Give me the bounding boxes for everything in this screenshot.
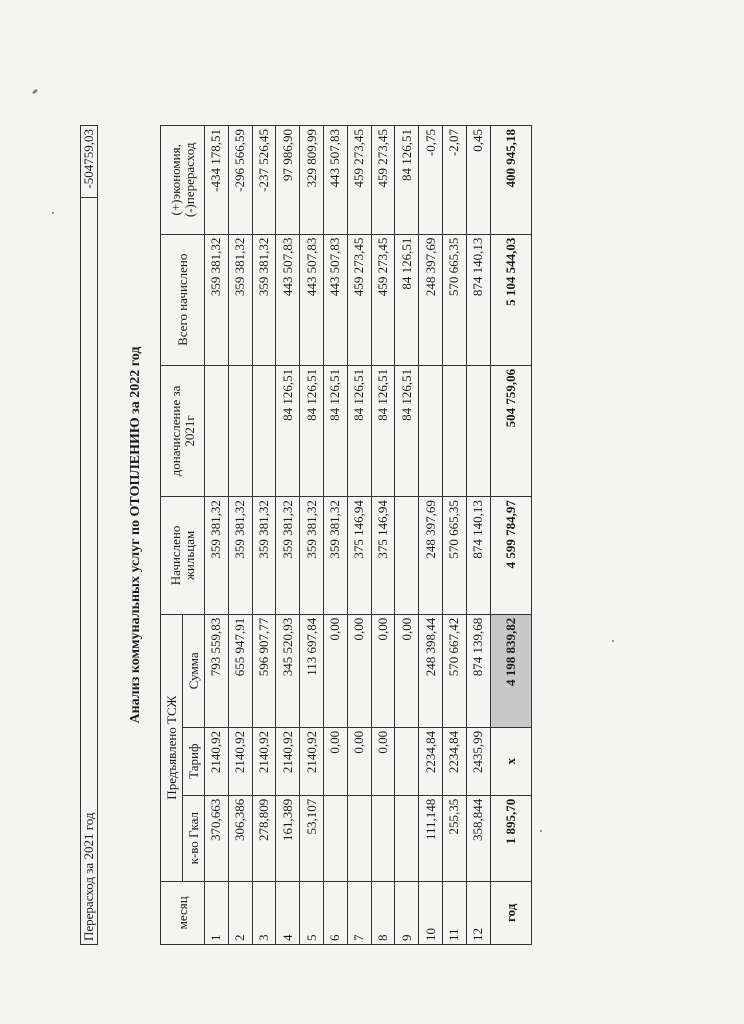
overspend-label: Перерасход за 2021 год: [81, 197, 97, 944]
cell-total: 84 126,51: [395, 234, 419, 365]
cell-month: 1: [205, 881, 229, 944]
cell-tariff: 2140,92: [252, 727, 276, 795]
header-total-charged: Всего начислено: [161, 234, 205, 365]
total-qty: 1 895,70: [490, 795, 531, 881]
cell-economy: -296 566,59: [228, 126, 252, 235]
cell-month: 10: [419, 881, 443, 944]
cell-qty: 306,386: [228, 795, 252, 881]
header-month: месяц: [161, 881, 205, 944]
header-qty: к-во Гкал: [183, 795, 205, 881]
header-tariff: Тариф: [183, 727, 205, 795]
cell-additional: [442, 365, 466, 496]
cell-additional: [419, 365, 443, 496]
overspend-row: [80, 125, 98, 945]
cell-additional: 84 126,51: [276, 365, 300, 496]
ink-mark: [32, 88, 39, 94]
cell-total: 459 273,45: [371, 234, 395, 365]
report-title: Анализ коммунальных услуг по ОТОПЛЕНИЮ за 2022 год: [128, 346, 143, 724]
table-row: [276, 126, 300, 945]
cell-qty: [371, 795, 395, 881]
cell-additional: [466, 365, 490, 496]
table-row: [323, 126, 347, 945]
overspend-value: -504759,03: [81, 129, 96, 189]
cell-qty: 111,148: [419, 795, 443, 881]
total-row: [490, 126, 531, 945]
cell-charged: 375 146,94: [347, 497, 371, 615]
cell-economy: -0,75: [419, 126, 443, 235]
cell-sum: 0,00: [371, 614, 395, 727]
total-month: год: [490, 881, 531, 944]
cell-tariff: 2140,92: [228, 727, 252, 795]
total-additional: 504 759,06: [490, 365, 531, 496]
cell-tariff: 2140,92: [205, 727, 229, 795]
cell-economy: 459 273,45: [347, 126, 371, 235]
cell-qty: 370,663: [205, 795, 229, 881]
cell-month: 5: [300, 881, 324, 944]
cell-month: 2: [228, 881, 252, 944]
cell-qty: [347, 795, 371, 881]
table-row: [371, 126, 395, 945]
table-row: [205, 126, 229, 945]
cell-qty: 161,389: [276, 795, 300, 881]
cell-additional: 84 126,51: [300, 365, 324, 496]
table-row: [347, 126, 371, 945]
header-economy: (+)экономия, (-)перерасход: [161, 126, 205, 235]
cell-total: 248 397,69: [419, 234, 443, 365]
total-sum: 4 198 839,82: [490, 614, 531, 727]
cell-total: 443 507,83: [276, 234, 300, 365]
cell-month: 3: [252, 881, 276, 944]
table-row: [419, 126, 443, 945]
header-additional: доначисление за 2021г: [161, 365, 205, 496]
ink-speck: [540, 830, 542, 832]
cell-total: 359 381,32: [252, 234, 276, 365]
cell-total: 443 507,83: [323, 234, 347, 365]
cell-charged: 874 140,13: [466, 497, 490, 615]
cell-total: 359 381,32: [205, 234, 229, 365]
cell-tariff: 2234,84: [442, 727, 466, 795]
cell-economy: -2,07: [442, 126, 466, 235]
cell-total: 459 273,45: [347, 234, 371, 365]
heating-table: [160, 125, 532, 945]
cell-qty: 53,107: [300, 795, 324, 881]
cell-economy: 443 507,83: [323, 126, 347, 235]
cell-sum: 874 139,68: [466, 614, 490, 727]
cell-qty: [395, 795, 419, 881]
cell-additional: 84 126,51: [395, 365, 419, 496]
cell-economy: -237 526,45: [252, 126, 276, 235]
cell-economy: -434 178,51: [205, 126, 229, 235]
total-total: 5 104 544,03: [490, 234, 531, 365]
cell-qty: 255,35: [442, 795, 466, 881]
cell-tariff: 2234,84: [419, 727, 443, 795]
cell-total: 443 507,83: [300, 234, 324, 365]
cell-month: 8: [371, 881, 395, 944]
cell-additional: [228, 365, 252, 496]
cell-sum: 0,00: [395, 614, 419, 727]
cell-total: 359 381,32: [228, 234, 252, 365]
cell-month: 12: [466, 881, 490, 944]
cell-sum: 0,00: [347, 614, 371, 727]
table-row: [466, 126, 490, 945]
cell-charged: 359 381,32: [228, 497, 252, 615]
cell-tariff: 0,00: [371, 727, 395, 795]
total-charged: 4 599 784,97: [490, 497, 531, 615]
cell-charged: [395, 497, 419, 615]
cell-month: 9: [395, 881, 419, 944]
cell-charged: 375 146,94: [371, 497, 395, 615]
cell-economy: 84 126,51: [395, 126, 419, 235]
total-economy: 400 945,18: [490, 126, 531, 235]
cell-additional: 84 126,51: [347, 365, 371, 496]
cell-tariff: 2435,99: [466, 727, 490, 795]
cell-charged: 248 397,69: [419, 497, 443, 615]
cell-additional: 84 126,51: [371, 365, 395, 496]
cell-additional: [205, 365, 229, 496]
cell-qty: 278,809: [252, 795, 276, 881]
cell-month: 6: [323, 881, 347, 944]
cell-total: 570 665,35: [442, 234, 466, 365]
cell-sum: 570 667,42: [442, 614, 466, 727]
cell-charged: 570 665,35: [442, 497, 466, 615]
table-row: [300, 126, 324, 945]
cell-additional: 84 126,51: [323, 365, 347, 496]
cell-tariff: 2140,92: [300, 727, 324, 795]
cell-tariff: [395, 727, 419, 795]
cell-month: 11: [442, 881, 466, 944]
cell-sum: 0,00: [323, 614, 347, 727]
cell-economy: 329 809,99: [300, 126, 324, 235]
table-row: [442, 126, 466, 945]
ink-speck: [52, 212, 54, 214]
table-row: [228, 126, 252, 945]
cell-qty: [323, 795, 347, 881]
cell-economy: 97 986,90: [276, 126, 300, 235]
cell-month: 4: [276, 881, 300, 944]
cell-sum: 596 907,77: [252, 614, 276, 727]
cell-sum: 113 697,84: [300, 614, 324, 727]
cell-charged: 359 381,32: [205, 497, 229, 615]
cell-economy: 0,45: [466, 126, 490, 235]
cell-charged: 359 381,32: [300, 497, 324, 615]
cell-charged: 359 381,32: [252, 497, 276, 615]
cell-tariff: 0,00: [347, 727, 371, 795]
table-row: [395, 126, 419, 945]
header-presented-group: Предъявлено ТСЖ: [161, 614, 183, 881]
cell-economy: 459 273,45: [371, 126, 395, 235]
cell-month: 7: [347, 881, 371, 944]
cell-sum: 248 398,44: [419, 614, 443, 727]
cell-tariff: 0,00: [323, 727, 347, 795]
ink-speck: [612, 640, 614, 642]
total-tariff: x: [490, 727, 531, 795]
cell-charged: 359 381,32: [276, 497, 300, 615]
header-charged: Начислено жильцам: [161, 497, 205, 615]
cell-charged: 359 381,32: [323, 497, 347, 615]
cell-sum: 655 947,91: [228, 614, 252, 727]
cell-additional: [252, 365, 276, 496]
cell-sum: 345 520,93: [276, 614, 300, 727]
cell-tariff: 2140,92: [276, 727, 300, 795]
table-row: [252, 126, 276, 945]
cell-sum: 793 559,83: [205, 614, 229, 727]
rotated-report: [80, 125, 530, 945]
cell-qty: 358,844: [466, 795, 490, 881]
header-sum: Сумма: [183, 614, 205, 727]
cell-total: 874 140,13: [466, 234, 490, 365]
